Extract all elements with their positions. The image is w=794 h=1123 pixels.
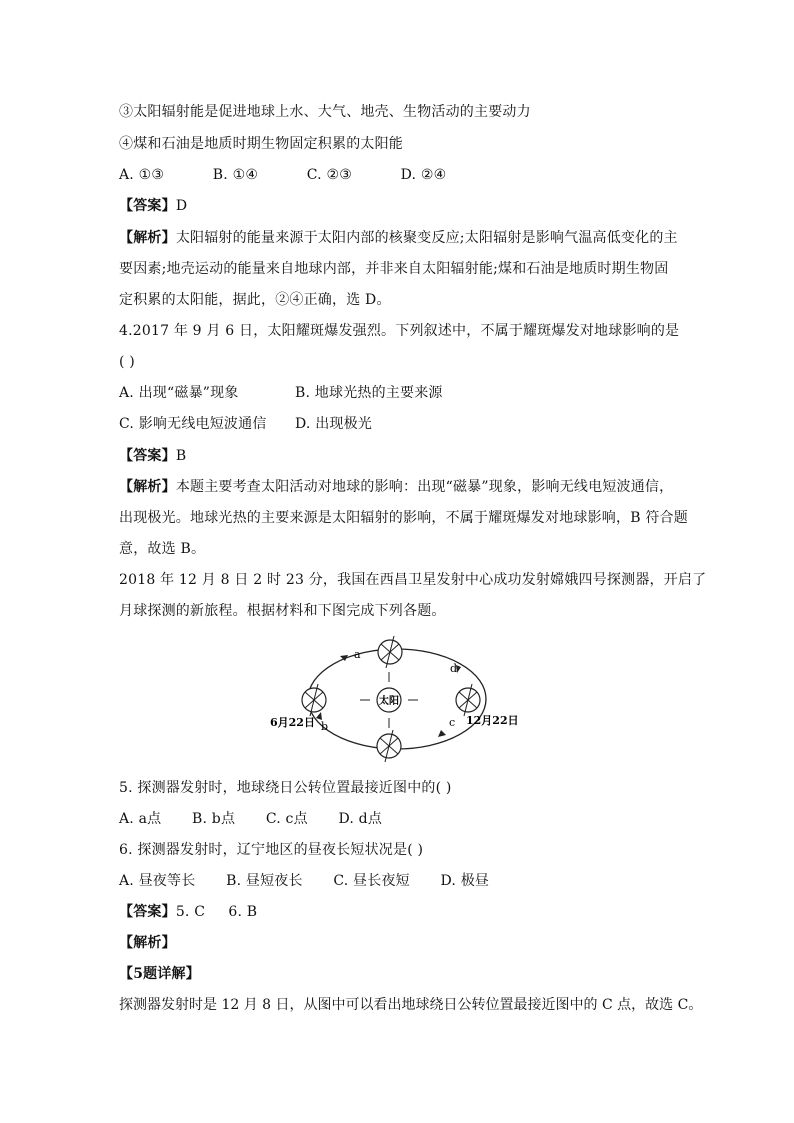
material-line-2: 月球探测的新旅程。根据材料和下图完成下列各题。: [119, 603, 446, 619]
june-22-label: 6月22日: [270, 716, 315, 729]
sun-label: 太阳: [379, 696, 399, 707]
point-d-label: d: [450, 662, 458, 675]
q5-option-d: D. d点: [338, 811, 383, 827]
q5-option-a: A. a点: [119, 811, 162, 827]
earth-icon: [377, 730, 401, 762]
q6-option-d: D. 极昼: [440, 873, 490, 889]
answer-value: D: [175, 198, 188, 214]
earth-icon: [456, 684, 480, 716]
statement-3: ③太阳辐射能是促进地球上水、大气、地壳、生物活动的主要动力: [119, 104, 531, 120]
point-c-label: c: [449, 716, 456, 729]
q5-detail-label: 【5题详解】: [119, 966, 200, 982]
material-line-1: 2018 年 12 月 8 日 2 时 23 分，我国在西昌卫星发射中心成功发射嫦娥四号探测器，开启了: [119, 572, 707, 588]
q6-options-row: [119, 871, 489, 891]
orbit-diagram: [262, 634, 534, 776]
option-a: A. ①③: [119, 167, 165, 183]
q6-option-a: A. 昼夜等长: [119, 873, 196, 889]
options-row: [119, 165, 446, 185]
q4-option-a: A. 出现“磁暴”现象: [119, 385, 239, 401]
orbit-arrow-icon: [316, 712, 322, 720]
analysis-line-1: [119, 228, 678, 248]
q4-stem-line-2: ( ): [119, 354, 135, 370]
earth-icon: [378, 636, 402, 668]
q5-options-row: [119, 809, 382, 829]
q6-stem: 6. 探测器发射时，辽宁地区的昼夜长短状况是( ): [119, 842, 424, 858]
earth-icon: [302, 684, 326, 716]
orbit-arrow-icon: [438, 730, 446, 737]
q4-answer-value: B: [175, 448, 187, 464]
q4-analysis-label: 【解析】: [119, 479, 176, 495]
q4-analysis-line-3: 意，故选 B。: [119, 541, 206, 557]
q4-option-c: C. 影响无线电短波通信: [119, 416, 267, 432]
q4-option-d: D. 出现极光: [295, 416, 373, 432]
point-a-label: a: [354, 648, 361, 661]
q4-answer-row: [119, 446, 186, 466]
point-b-label: b: [321, 720, 329, 733]
q6-option-b: B. 昼短夜长: [226, 873, 303, 889]
q56-answer-label: 【答案】: [119, 904, 176, 920]
q5-detail-text: 探测器发射时是 12 月 8 日，从图中可以看出地球绕日公转位置最接近图中的 C 点，故选 C。: [119, 997, 703, 1013]
analysis-label: 【解析】: [119, 230, 176, 246]
q4-option-b: B. 地球光热的主要来源: [295, 385, 443, 401]
q5-stem: 5. 探测器发射时，地球绕日公转位置最接近图中的( ): [119, 780, 452, 796]
q56-answer-row: [119, 902, 257, 922]
q5-option-b: B. b点: [192, 811, 236, 827]
option-d: D. ②④: [400, 167, 447, 183]
q56-analysis-label: 【解析】: [119, 935, 176, 951]
analysis-line-3: 定积累的太阳能，据此，②④正确，选 D。: [119, 292, 391, 308]
option-b: B. ①④: [212, 167, 259, 183]
answer-row: [119, 196, 187, 216]
analysis-line-2: 要因素;地壳运动的能量来自地球内部，并非来自太阳辐射能;煤和石油是地质时期生物固: [119, 261, 669, 277]
q4-analysis-text: 本题主要考查太阳活动对地球的影响：出现“磁暴”现象，影响无线电短波通信，: [175, 479, 674, 495]
q4-options-row-1: [119, 383, 443, 403]
dec-22-label: 12月22日: [466, 714, 519, 727]
q4-options-row-2: [119, 414, 372, 434]
q4-analysis-line-1: [119, 477, 673, 497]
q4-answer-label: 【答案】: [119, 448, 176, 464]
analysis-text: 太阳辐射的能量来源于太阳内部的核聚变反应;太阳辐射是影响气温高低变化的主: [175, 230, 678, 246]
q4-analysis-line-2: 出现极光。地球光热的主要来源是太阳辐射的影响，不属于耀斑爆发对地球影响，B 符合题: [119, 510, 688, 526]
answer-label: 【答案】: [119, 198, 176, 214]
q6-option-c: C. 昼长夜短: [333, 873, 410, 889]
q56-answer-value: 5. C 6. B: [175, 904, 258, 920]
statement-4: ④煤和石油是地质时期生物固定积累的太阳能: [119, 136, 403, 152]
q5-option-c: C. c点: [265, 811, 308, 827]
option-c: C. ②③: [306, 167, 352, 183]
q4-stem-line-1: 4.2017 年 9 月 6 日，太阳耀斑爆发强烈。下列叙述中，不属于耀斑爆发对地球影响的是: [119, 323, 680, 339]
